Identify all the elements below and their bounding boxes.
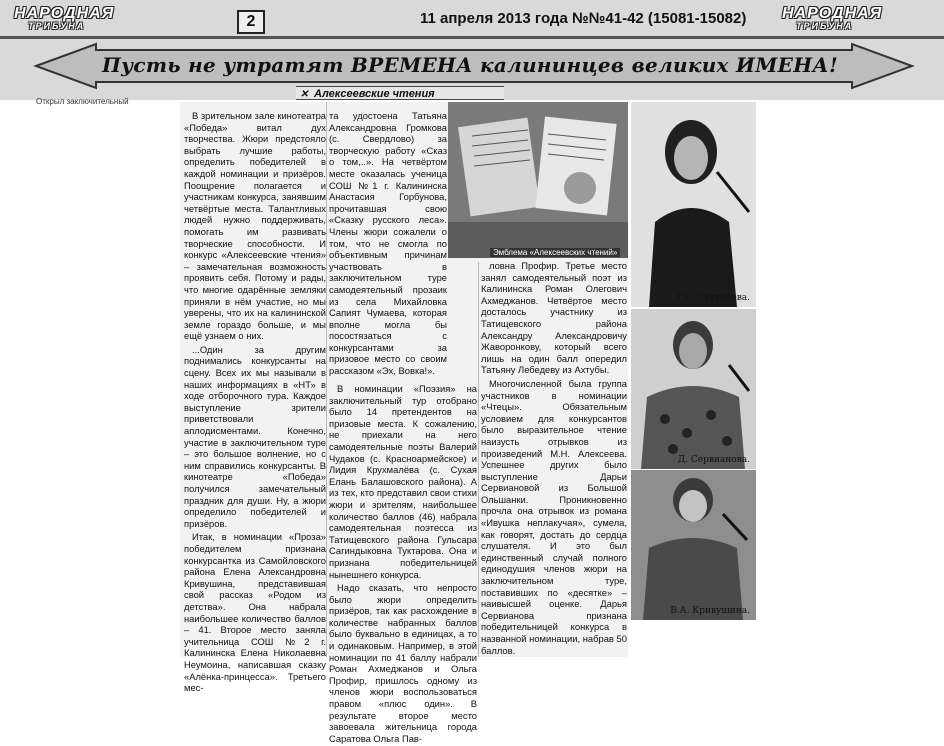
article-column-2-top [329,110,447,379]
page-number: 2 [237,10,265,34]
portrait-photo-krivushina [631,470,756,620]
paragraph: Многочисленной была группа участников в номинации «Чтецы». Обязательным условием для конкурсантов было выразительное чтение наизусть отрывков из произведений М.Н. Алексеева. Успешнее других было выступление Дарьи Сервиановой из Большой Ольшанки. Проникновенно прочла она отрывок из романа «Ивушка неплакучая», сумела, как говорят, достать до сердца слушателя. И это был единственный случай полного единодушия членов жюри на заключительном туре, поставивших по «десятке» – наивысшей оценке. Дарья Сервианова признана победительницей конкурса в названной номинации, набрав 50 баллов. [481,377,627,656]
masthead [0,0,944,106]
emblem-caption: Эмблема «Алексеевских чтений» [490,248,620,257]
paragraph: Надо сказать, что непросто было жюри определить призёров, так как расхождение в количестве набранных баллов было буквально в единицах, а то и одинаковым. Например, в этой номинации по 41 баллу набрали Роман Ахмеджанов и Ольга Профир, пришлось одному из членов жюри воспользоваться правом «плюс один». В результате второе место завоевала жительница города Саратова Ольга Пав- [329,582,477,744]
article-clipping [180,102,628,744]
column-divider [478,262,479,657]
paragraph: В зрительном зале кинотеатра «Победа» витал дух творчества. Жюри предстояло выбрать лучшие работы, определить победителей в каждой номинации и призёров. Поощрение полагается и участникам конкурса, занявшим четвёртые места. Талантливых людей нужно поддерживать, помогать им развивать творческие способности. И конкурс «Алексеевские чтения» – замечательная возможность проявить себя. Потому и рады, что многие одарённые земляки приняли в нём участие, но мы уверены, что их на калининской земле гораздо больше, и мы ещё узнаем о них. [184,110,326,342]
paragraph: В номинации «Поэзия» на заключительный тур отобрано было 14 претендентов на призовые места. К сожалению, не приехали на него самодеятельные поэты Валерий Чудаков (с. Красноармейское) и Лидия Крухмалёва (с. Сухая Елань Балашовского района). А из тех, кто представил свои стихи жюри и зрителям, наибольшее количество баллов (46) набрала самодеятельная поэтесса из Татищевского района Гульсара Сагиндыковна Туктарова. Она и признана победительницей нынешнего конкурса. [329,383,477,580]
emblem-photo [448,102,628,258]
portrait-photo-servianova [631,309,756,469]
adjacent-article-stub: Открыл заключительный [36,97,129,106]
photo-caption: Д. Сервианова. [677,455,750,465]
newspaper-logo-left: НАРОДНАЯ ТРИБУНА [14,5,115,31]
paragraph: Итак, в номинации «Проза» победителем признана конкурсантка из Самойловского района Елена Александровна Кривушина, представившая свой рассказ «Родом из детства». Она набрала наибольшее количество баллов – 41. Второе место заняла учительница СОШ №2 г. Калининска Елена Николаевна Неумоина, написавшая сказку «Алёнка-принцесса». Третьего мес- [184,531,326,694]
column-divider [326,102,327,657]
article-column-1 [184,110,326,696]
issue-date-number: 11 апреля 2013 года №№41-42 (15081-15082) [420,10,747,27]
person-photo-icon [631,470,756,620]
person-photo-icon [631,102,756,307]
rubric-marker-icon: ✕ [300,89,309,100]
photo-caption: В.А. Кривушина. [670,606,750,616]
article-column-2-bottom [329,383,477,746]
emblem-image-icon [448,102,628,258]
newspaper-logo-right: НАРОДНАЯ ТРИБУНА [782,5,883,31]
portrait-photo-tuktarova [631,102,756,307]
rubric-label: Алексеевские чтения [314,88,435,100]
section-rubric [296,86,504,100]
paragraph: ловна Профир. Третье место занял самодеятельный поэт из Калининска Роман Олегович Ахмеджанов. Четвёртое место досталось участнику из Татищевского района Александру Александровичу Жаворонкову, который всего лишь на один балл опередил Татьяну Лебедеву из Ахтубы. [481,260,627,376]
headline: Пусть не утратят ВРЕМЕНА калининцев великих ИМЕНА! [101,53,839,77]
article-column-3 [481,260,627,658]
paragraph: ...Один за другим поднимались конкурсанты на сцену. Всех их мы называли в наших информациях в «НТ» в ходе отборочного тура. Каждое выступление зрители приветствовали аплодисментами. Конечно, участие в заключительном туре – это большое волнение, но с ним справились конкурсанты. В кинотеатре «Победа» получился замечательный праздник для души. Ну, а жюри определило победителей и призёров. [184,343,326,529]
paragraph: та удостоена Татьяна Александровна Громкова (с. Свердлово) за творческую работу «Сказ о том,..». На четвёртом месте оказалась ученица СОШ №1 г. Калининска Анастасия Горбунова, прочитавшая свою «Сказку русского леса». Члены жюри сожалели о том, что не смогла по объективным причинам участвовать в заключительном туре самодеятельный прозаик из села Михайловка Сапият Чумаева, которая вполне могла бы посостязаться с конкурсантами за призовое место со своим рассказом «Эх, Вовка!». [329,110,447,377]
header-divider [0,36,944,39]
photo-caption: Г.С. Туктарова. [676,293,750,303]
person-photo-icon [631,309,756,469]
